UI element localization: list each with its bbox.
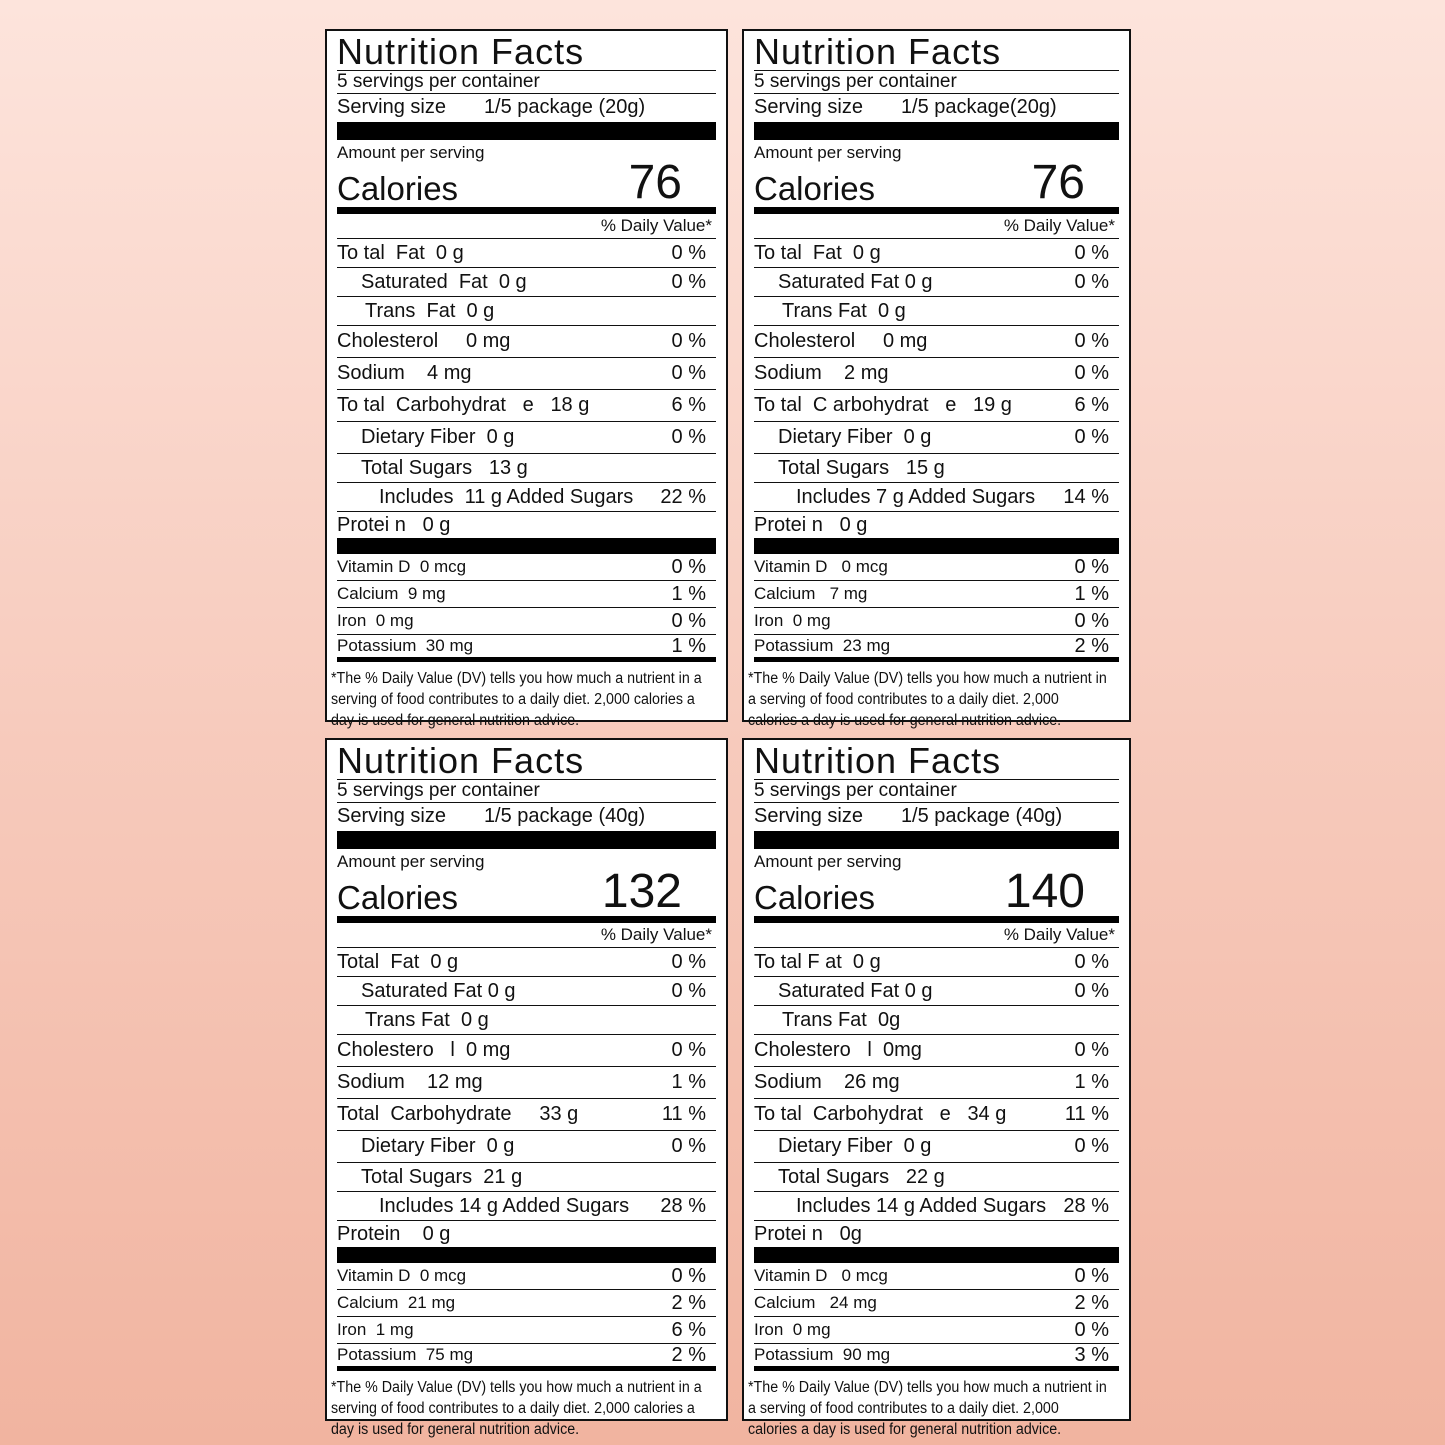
- nutrient-percent: 0 %: [1074, 362, 1109, 384]
- iron-row: [754, 1317, 1119, 1344]
- vitamin-label: Calcium 24 mg: [754, 1293, 877, 1312]
- calories-row: [337, 865, 716, 923]
- daily-value-header: % Daily Value*: [754, 923, 1119, 948]
- vitamin-d-row: [337, 1263, 716, 1290]
- vitamin-percent: 2 %: [671, 1291, 706, 1314]
- total-sugars-row: [337, 454, 716, 483]
- vitamin-label: Iron 0 mg: [754, 1320, 831, 1339]
- calcium-row: [754, 581, 1119, 608]
- nutrient-label: Total Fat 0 g: [337, 950, 459, 973]
- added-sugars-row: [337, 483, 716, 512]
- vitamin-label: Potassium 90 mg: [754, 1345, 891, 1364]
- total-fat-row: [754, 948, 1119, 977]
- cholesterol-row: [337, 326, 716, 358]
- nutrient-label: Cholesterol 0 mg: [754, 330, 928, 352]
- footnote: *The % Daily Value (DV) tells you how much a nutrient in a serving of food contributes to a daily diet. 2,000 calories a day is used for general nutrition advice.: [331, 670, 702, 729]
- nutrient-percent: 0 %: [1074, 950, 1109, 973]
- vitamin-d-row: [754, 554, 1119, 581]
- vitamin-rows: [337, 1263, 716, 1371]
- nutrient-label: Includes 7 g Added Sugars: [796, 485, 1036, 508]
- nutrient-label: Dietary Fiber 0 g: [361, 1135, 515, 1157]
- nutrition-label-1: [325, 29, 728, 729]
- dietary-fiber-row: [754, 1131, 1119, 1163]
- nutrient-label: Trans Fat 0g: [782, 1008, 901, 1031]
- nutrient-label: Saturated Fat 0 g: [361, 270, 527, 293]
- added-sugars-row: [754, 1192, 1119, 1221]
- nutrient-label: Saturated Fat 0 g: [778, 979, 933, 1002]
- nutrient-rows: [754, 948, 1119, 1247]
- label-title: Nutrition Facts: [754, 34, 1119, 71]
- vitamin-percent: 0 %: [671, 1264, 706, 1287]
- cholesterol-row: [754, 1035, 1119, 1067]
- nutrient-label: To tal Fat 0 g: [337, 241, 464, 264]
- nutrient-label: Sodium 12 mg: [337, 1071, 483, 1093]
- nutrient-label: Includes 11 g Added Sugars: [379, 485, 634, 508]
- cholesterol-row: [754, 326, 1119, 358]
- nutrient-rows: [337, 239, 716, 538]
- potassium-row: [337, 635, 716, 662]
- total-carbohydrate-row: [754, 1099, 1119, 1131]
- vitamin-label: Calcium 21 mg: [337, 1293, 456, 1312]
- vitamin-label: Iron 0 mg: [337, 611, 414, 630]
- protein-row: [337, 512, 716, 538]
- vitamin-label: Iron 1 mg: [337, 1320, 414, 1339]
- vitamin-percent: 2 %: [671, 1343, 706, 1366]
- serving-size-label: Serving size: [754, 805, 863, 827]
- nutrient-percent: 0 %: [671, 950, 706, 973]
- nutrient-label: To tal C arbohydrat e 19 g: [754, 394, 1012, 416]
- serving-size-row: [337, 94, 716, 120]
- total-fat-row: [337, 239, 716, 268]
- nutrient-percent: 1 %: [1074, 1071, 1109, 1093]
- calories-row: [337, 156, 716, 214]
- nutrient-label: To tal F at 0 g: [754, 950, 881, 973]
- vitamin-label: Potassium 23 mg: [754, 636, 891, 655]
- potassium-row: [754, 1344, 1119, 1371]
- vitamin-label: Vitamin D 0 mcg: [754, 1266, 888, 1285]
- nutrient-rows: [754, 239, 1119, 538]
- vitamin-label: Vitamin D 0 mcg: [337, 1266, 467, 1285]
- serving-size-value: 1/5 package(20g): [900, 96, 1057, 118]
- saturated-fat-row: [754, 268, 1119, 297]
- calories-value: 76: [628, 156, 682, 209]
- calories-label: Calories: [337, 879, 459, 916]
- trans-fat-row: [337, 1006, 716, 1035]
- cholesterol-row: [337, 1035, 716, 1067]
- nutrient-percent: 0 %: [671, 1039, 706, 1061]
- nutrient-percent: 28 %: [660, 1194, 706, 1217]
- calories-label: Calories: [754, 170, 876, 207]
- vitamin-percent: 0 %: [671, 555, 706, 578]
- serving-size-label: Serving size: [337, 96, 446, 118]
- daily-value-header: % Daily Value*: [337, 923, 716, 948]
- vitamin-percent: 2 %: [1074, 1291, 1109, 1314]
- vitamin-percent: 1 %: [671, 634, 706, 657]
- vitamin-percent: 1 %: [671, 582, 706, 605]
- nutrient-label: To tal Fat 0 g: [754, 241, 881, 264]
- vitamin-percent: 6 %: [671, 1318, 706, 1341]
- nutrient-percent: 0 %: [1074, 979, 1109, 1002]
- nutrient-label: Protei n 0g: [754, 1222, 862, 1245]
- nutrient-percent: 0 %: [671, 979, 706, 1002]
- footnote: *The % Daily Value (DV) tells you how much a nutrient in a serving of food contributes to a daily diet. 2,000 calories a day is used for general nutrition advice.: [331, 1379, 702, 1438]
- protein-row: [337, 1221, 716, 1247]
- vitamin-rows: [754, 554, 1119, 662]
- iron-row: [337, 608, 716, 635]
- protein-row: [754, 512, 1119, 538]
- vitamin-label: Calcium 7 mg: [754, 584, 868, 603]
- nutrient-label: Dietary Fiber 0 g: [778, 1135, 932, 1157]
- vitamin-d-row: [337, 554, 716, 581]
- added-sugars-row: [754, 483, 1119, 512]
- amount-per-serving: Amount per serving: [337, 852, 485, 871]
- serving-size-value: 1/5 package (40g): [483, 805, 646, 827]
- nutrient-label: Protein 0 g: [337, 1222, 451, 1245]
- nutrient-percent: 0 %: [1074, 330, 1109, 352]
- dietary-fiber-row: [337, 1131, 716, 1163]
- iron-row: [337, 1317, 716, 1344]
- vitamin-percent: 3 %: [1074, 1343, 1109, 1366]
- nutrient-label: Cholestero l 0 mg: [337, 1039, 511, 1061]
- sodium-row: [337, 358, 716, 390]
- nutrient-label: Trans Fat 0 g: [782, 299, 906, 322]
- total-carbohydrate-row: [337, 390, 716, 422]
- saturated-fat-row: [337, 977, 716, 1006]
- serving-size-row: [337, 803, 716, 829]
- nutrient-label: Protei n 0 g: [754, 513, 868, 536]
- nutrient-label: Sodium 4 mg: [337, 362, 472, 384]
- nutrient-percent: 0 %: [1074, 426, 1109, 448]
- daily-value-header: % Daily Value*: [337, 214, 716, 239]
- trans-fat-row: [754, 1006, 1119, 1035]
- vitamin-label: Vitamin D 0 mcg: [754, 557, 888, 576]
- servings-per-container: 5 servings per container: [754, 780, 1119, 803]
- calories-value: 76: [1031, 156, 1085, 209]
- amount-per-serving: Amount per serving: [754, 143, 902, 162]
- footnote: *The % Daily Value (DV) tells you how much a nutrient in a serving of food contributes to a daily diet. 2,000 calories a day is used for general nutrition advice.: [748, 670, 1107, 729]
- nutrient-label: Saturated Fat 0 g: [361, 979, 516, 1002]
- nutrient-label: Dietary Fiber 0 g: [361, 426, 515, 448]
- nutrient-label: Dietary Fiber 0 g: [778, 426, 932, 448]
- trans-fat-row: [754, 297, 1119, 326]
- nutrient-percent: 0 %: [671, 426, 706, 448]
- nutrient-percent: 1 %: [671, 1071, 706, 1093]
- nutrient-label: Protei n 0 g: [337, 513, 451, 536]
- divider-bar: [754, 538, 1119, 554]
- nutrient-percent: 0 %: [671, 270, 706, 293]
- nutrient-percent: 14 %: [1063, 485, 1109, 508]
- nutrient-percent: 6 %: [671, 394, 706, 416]
- divider-bar: [754, 1247, 1119, 1263]
- nutrient-label: Total Sugars 21 g: [361, 1165, 523, 1188]
- divider-bar: [754, 831, 1119, 849]
- dietary-fiber-row: [754, 422, 1119, 454]
- serving-size-row: [754, 94, 1119, 120]
- nutrient-label: Cholesterol 0 mg: [337, 330, 511, 352]
- vitamin-label: Potassium 30 mg: [337, 636, 474, 655]
- total-fat-row: [337, 948, 716, 977]
- divider-bar: [754, 122, 1119, 140]
- serving-size-value: 1/5 package (20g): [483, 96, 646, 118]
- nutrient-percent: 0 %: [1074, 270, 1109, 293]
- potassium-row: [754, 635, 1119, 662]
- divider-bar: [337, 122, 716, 140]
- footnote: *The % Daily Value (DV) tells you how much a nutrient in a serving of food contributes to a daily diet. 2,000 calories a day is used for general nutrition advice.: [748, 1379, 1107, 1438]
- label-title: Nutrition Facts: [754, 743, 1119, 780]
- nutrition-label-2: [742, 29, 1131, 729]
- vitamin-rows: [337, 554, 716, 662]
- nutrient-label: To tal Carbohydrat e 18 g: [337, 394, 590, 416]
- added-sugars-row: [337, 1192, 716, 1221]
- calcium-row: [337, 1290, 716, 1317]
- nutrient-label: Includes 14 g Added Sugars: [796, 1194, 1047, 1217]
- nutrient-label: Cholestero l 0mg: [754, 1039, 922, 1061]
- vitamin-percent: 0 %: [1074, 1318, 1109, 1341]
- servings-per-container: 5 servings per container: [754, 71, 1119, 94]
- vitamin-rows: [754, 1263, 1119, 1371]
- label-title: Nutrition Facts: [337, 743, 716, 780]
- nutrient-label: Total Carbohydrate 33 g: [337, 1103, 579, 1125]
- total-fat-row: [754, 239, 1119, 268]
- total-sugars-row: [337, 1163, 716, 1192]
- nutrient-label: Trans Fat 0 g: [365, 1008, 489, 1031]
- sodium-row: [337, 1067, 716, 1099]
- nutrient-percent: 0 %: [1074, 241, 1109, 264]
- total-sugars-row: [754, 454, 1119, 483]
- serving-size-label: Serving size: [754, 96, 863, 118]
- nutrition-label-3: [325, 738, 728, 1438]
- vitamin-percent: 0 %: [1074, 1264, 1109, 1287]
- vitamin-percent: 0 %: [1074, 609, 1109, 632]
- nutrient-label: To tal Carbohydrat e 34 g: [754, 1103, 1007, 1125]
- nutrient-percent: 11 %: [661, 1103, 706, 1125]
- servings-per-container: 5 servings per container: [337, 71, 716, 94]
- nutrient-label: Sodium 2 mg: [754, 362, 889, 384]
- sodium-row: [754, 358, 1119, 390]
- vitamin-label: Potassium 75 mg: [337, 1345, 474, 1364]
- total-carbohydrate-row: [754, 390, 1119, 422]
- sodium-row: [754, 1067, 1119, 1099]
- nutrient-percent: 11 %: [1064, 1103, 1109, 1125]
- serving-size-value: 1/5 package (40g): [900, 805, 1063, 827]
- label-title: Nutrition Facts: [337, 34, 716, 71]
- divider-bar: [337, 831, 716, 849]
- potassium-row: [337, 1344, 716, 1371]
- nutrient-percent: 22 %: [660, 485, 706, 508]
- divider-bar: [337, 1247, 716, 1263]
- vitamin-d-row: [754, 1263, 1119, 1290]
- total-sugars-row: [754, 1163, 1119, 1192]
- total-carbohydrate-row: [337, 1099, 716, 1131]
- calories-label: Calories: [337, 170, 459, 207]
- nutrient-label: Saturated Fat 0 g: [778, 270, 933, 293]
- daily-value-header: % Daily Value*: [754, 214, 1119, 239]
- vitamin-label: Iron 0 mg: [754, 611, 831, 630]
- nutrient-percent: 0 %: [671, 330, 706, 352]
- nutrient-label: Trans Fat 0 g: [365, 299, 495, 322]
- calcium-row: [337, 581, 716, 608]
- nutrient-label: Total Sugars 13 g: [361, 456, 528, 479]
- nutrient-percent: 6 %: [1074, 394, 1109, 416]
- nutrient-label: Includes 14 g Added Sugars: [379, 1194, 630, 1217]
- vitamin-label: Calcium 9 mg: [337, 584, 446, 603]
- saturated-fat-row: [754, 977, 1119, 1006]
- nutrient-percent: 28 %: [1063, 1194, 1109, 1217]
- serving-size-label: Serving size: [337, 805, 446, 827]
- serving-size-row: [754, 803, 1119, 829]
- vitamin-percent: 0 %: [1074, 555, 1109, 578]
- saturated-fat-row: [337, 268, 716, 297]
- calories-row: [754, 156, 1119, 214]
- iron-row: [754, 608, 1119, 635]
- divider-bar: [337, 538, 716, 554]
- nutrient-percent: 0 %: [671, 1135, 706, 1157]
- nutrient-label: Total Sugars 22 g: [778, 1165, 945, 1188]
- nutrient-label: Total Sugars 15 g: [778, 456, 945, 479]
- nutrient-percent: 0 %: [671, 362, 706, 384]
- amount-per-serving: Amount per serving: [754, 852, 902, 871]
- calories-row: [754, 865, 1119, 923]
- trans-fat-row: [337, 297, 716, 326]
- calories-value: 140: [1004, 865, 1085, 918]
- nutrient-percent: 0 %: [671, 241, 706, 264]
- nutrient-percent: 0 %: [1074, 1135, 1109, 1157]
- vitamin-percent: 0 %: [671, 609, 706, 632]
- nutrient-percent: 0 %: [1074, 1039, 1109, 1061]
- protein-row: [754, 1221, 1119, 1247]
- vitamin-label: Vitamin D 0 mcg: [337, 557, 467, 576]
- vitamin-percent: 1 %: [1074, 582, 1109, 605]
- vitamin-percent: 2 %: [1074, 634, 1109, 657]
- calcium-row: [754, 1290, 1119, 1317]
- calories-value: 132: [601, 865, 682, 918]
- nutrient-label: Sodium 26 mg: [754, 1071, 900, 1093]
- amount-per-serving: Amount per serving: [337, 143, 485, 162]
- nutrient-rows: [337, 948, 716, 1247]
- dietary-fiber-row: [337, 422, 716, 454]
- nutrition-label-4: [742, 738, 1131, 1438]
- calories-label: Calories: [754, 879, 876, 916]
- servings-per-container: 5 servings per container: [337, 780, 716, 803]
